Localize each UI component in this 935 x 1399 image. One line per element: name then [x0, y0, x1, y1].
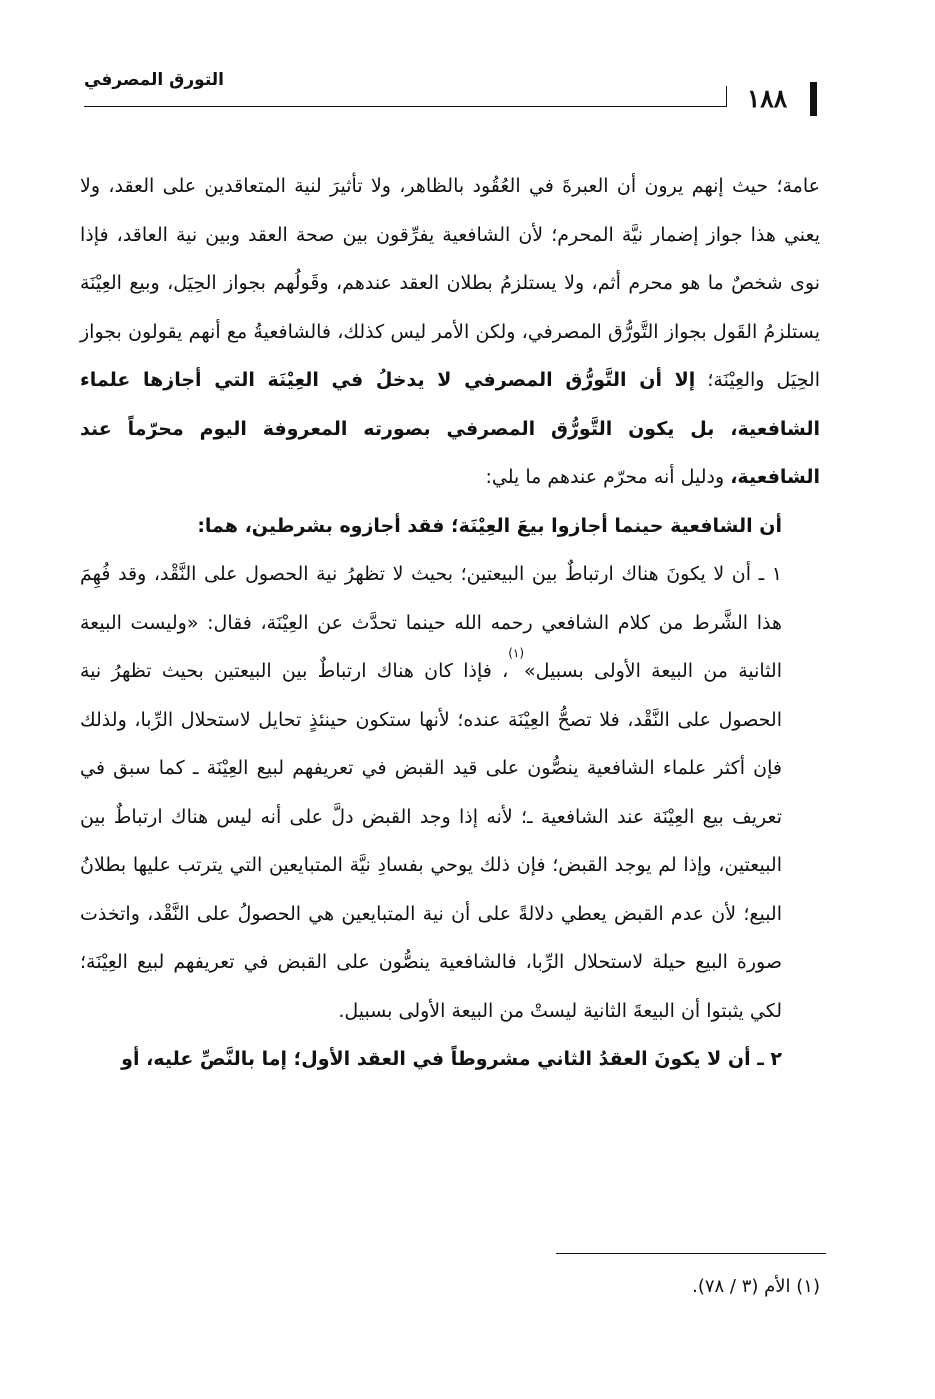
paragraph-intro	[80, 162, 820, 502]
paragraph-intro-tail: ودليل أنه محرّم عندهم ما يلي:	[485, 466, 731, 488]
header-bar	[810, 82, 817, 116]
footnote-reference: (١)	[508, 646, 525, 660]
paragraph-intro-text: عامة؛ حيث إنهم يرون أن العبرةَ في العُقُود بالظاهر، ولا تأثيرَ لنية المتعاقدين على العقد، ولا يعني هذا جواز إضمار نيَّة المحرم؛ لأن الشافعية يفرِّقون بين صحة العقد وبين نية العاقد، فإذا نوى شخصٌ ما هو محرم أثم، ولا يستلزمُ بطلان العقد عندهم، وقَولُهم بجواز الحِيَل، وبيع العِيْنَة يستلزمُ القَول بجواز التَّورُّق المصرفي، ولكن الأمر ليس كذلك، فالشافعيةُ مع أنهم يقولون بجواز الحِيَل والعِيْنَة؛	[80, 175, 820, 391]
page-number: ١٨٨	[746, 84, 788, 113]
body-text	[80, 162, 820, 1084]
footnote-marker: (١)	[796, 1276, 820, 1297]
footnote-text: الأم (٣ / ٧٨).	[692, 1276, 791, 1297]
footnote-rule	[556, 1253, 826, 1254]
condition-1-text-b: ، فإذا كان هناك ارتباطٌ بين البيعتين بحيث تظهرُ نية الحصول على النَّقْد، فلا تصحُّ العِيْنَة عنده؛ لأنها ستكون حينئذٍ تحايل لاستحلال الرِّبا، ولذلك فإن أكثر علماء الشافعية ينصُّون على قيد القبض في تعريفهم لبيع العِيْنَة ـ كما سبق في تعريف بيع العِيْنَة عند الشافعية ـ؛ لأنه إذا وجد القبض دلَّ على أنه ليس هناك ارتباطٌ بين البيعتين، وإذا لم يوجد القبض؛ فإن ذلك يوحي بفسادِ نيَّة المتبايعين التي يترتب عليها بطلانُ البيع؛ لأن عدم القبض يعطي دلالةً على أن نية المتبايعين هي الحصولُ على النَّقْد، واتخذت صورة البيع حيلة لاستحلال الرِّبا، فالشافعية ينصُّون على القبض في تعريفهم لبيع العِيْنَة؛ لكي يثبتوا أن البيعةَ الثانية ليستْ من البيعة الأولى بسبيل.	[80, 660, 782, 1022]
condition-1-text-a: ١ ـ أن لا يكونَ هناك ارتباطٌ بين البيعتين؛ بحيث لا تظهرُ نية الحصول على النَّقْد، وقد فُهِمَ هذا الشَّرط من كلام الشافعي رحمه الله حينما تحدَّث عن العِيْنَة، فقال: «وليست البيعة الثانية من البيعة الأولى بسبيل»	[80, 563, 782, 682]
header-tick	[726, 86, 727, 107]
condition-1	[80, 550, 820, 1035]
header-rule	[84, 106, 727, 107]
footnote	[80, 1276, 820, 1297]
section-heading: أن الشافعية حينما أجازوا بيعَ العِيْنَة؛ فقد أجازوه بشرطين، هما:	[197, 514, 782, 537]
condition-2: ٢ ـ أن لا يكونَ العقدُ الثاني مشروطاً في العقد الأول؛ إما بالنَّصِّ عليه، أو	[121, 1048, 782, 1070]
paragraph-intro-bold: إلا أن التَّورُّق المصرفي لا يدخلُ في العِيْنَة التي أجازها علماء الشافعية، بل يكون التَّورُّق المصرفي بصورته المعروفة اليوم محرّماً عند الشافعية،	[80, 369, 820, 488]
running-header-title: التورق المصرفي	[84, 70, 224, 90]
